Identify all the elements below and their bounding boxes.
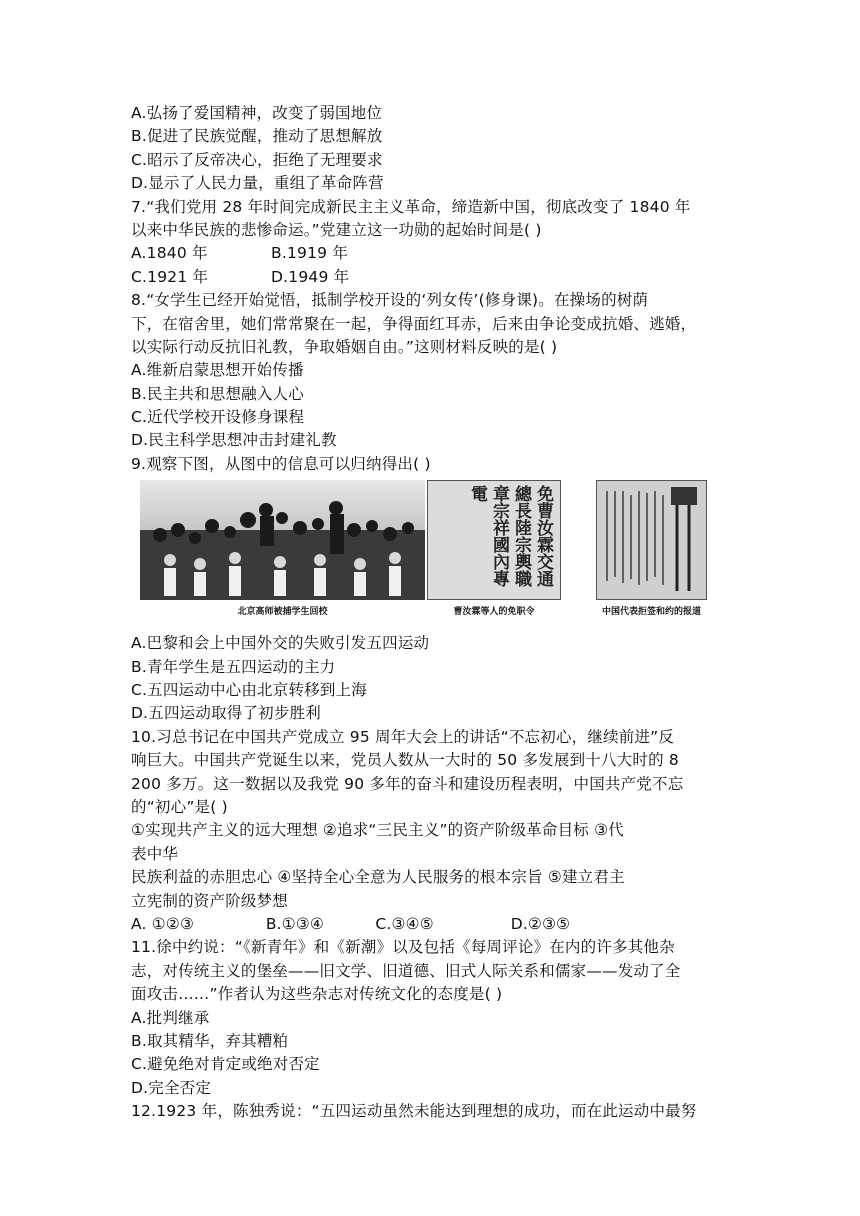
- q11-stem-line: 11.徐中约说：“《新青年》和《新潮》以及包括《每周评论》在内的许多其他杂: [131, 938, 675, 957]
- q10-stem-line: 的“初心”是( ): [131, 797, 228, 816]
- q8-option-d: D.民主科学思想冲击封建礼教: [131, 431, 337, 450]
- q11-option-d: D.完全否定: [131, 1078, 212, 1097]
- q10-stem-line: 立宪制的资产阶级梦想: [131, 891, 289, 910]
- q9-option-a: A.巴黎和会上中国外交的失败引发五四运动: [131, 634, 430, 653]
- q9-option-c: C.五四运动中心由北京转移到上海: [131, 681, 367, 700]
- q11-option-a: A.批判继承: [131, 1008, 210, 1027]
- question-9: [131, 453, 735, 726]
- newspaper-columns-illustration: [597, 481, 706, 599]
- caption-refusal-report: 中国代表拒签和约的报道: [601, 607, 701, 618]
- q8-stem-line: 以实际行动反抗旧礼教，争取婚姻自由。”这则材料反映的是( ): [131, 337, 558, 356]
- q6-option-c: C.昭示了反帝决心，拒绝了无理要求: [131, 150, 383, 169]
- q10-stem-line: ①实现共产主义的远大理想 ②追求“三民主义”的资产阶级革命目标 ③代: [131, 821, 624, 840]
- q6-option-d: D.显示了人民力量，重组了革命阵营: [131, 174, 384, 193]
- q11-stem-line: 志，对传统主义的堡垒——旧文学、旧道德、旧式人际关系和儒家——发动了全: [131, 961, 681, 980]
- students-return-photo: [140, 480, 425, 600]
- q7-option-c: C.1921 年: [131, 267, 209, 286]
- q7-options-row-1: [131, 242, 735, 265]
- question-7: [131, 196, 735, 290]
- q9-option-b: B.青年学生是五四运动的主力: [131, 657, 336, 676]
- q6-option-a: A.弘扬了爱国精神，改变了弱国地位: [131, 104, 383, 122]
- q7-option-d: D.1949 年: [271, 267, 350, 286]
- q8-option-b: B.民主共和思想融入人心: [131, 384, 304, 403]
- q7-options-row-2: [131, 266, 735, 289]
- question-8: [131, 289, 735, 453]
- q9-figures: [131, 480, 735, 632]
- q10-stem-line: 表中华: [131, 844, 179, 863]
- caption-dismissal-order: 曹汝霖等人的免职令: [453, 607, 535, 618]
- q7-stem-line: 以来中华民族的悲惨命运。”党建立这一功勋的起始时间是( ): [131, 220, 542, 239]
- q10-stem-line: 10.习总书记在中国共产党成立 95 周年大会上的讲话“不忘初心，继续前进”反: [131, 727, 675, 746]
- q10-stem-line: 200 多万。这一数据以及我党 90 多年的奋斗和建设历程表明，中国共产党不忘: [131, 774, 684, 793]
- question-11: [131, 936, 735, 1100]
- q8-option-c: C.近代学校开设修身课程: [131, 408, 305, 427]
- question-10: [131, 726, 735, 937]
- q10-stem-line: 民族利益的赤胆忠心 ④坚持全心全意为人民服务的根本宗旨 ⑤建立君主: [131, 868, 625, 887]
- q8-option-a: A.维新启蒙思想开始传播: [131, 361, 304, 380]
- exam-page: [131, 102, 735, 1123]
- q10-stem-line: 响巨大。中国共产党诞生以来，党员人数从一大时的 50 多发展到十八大时的 8: [131, 751, 679, 770]
- q8-stem-line: 下，在宿舍里，她们常常聚在一起，争得面红耳赤，后来由争论变成抗婚、逃婚，: [131, 314, 697, 333]
- q9-stem: 9.观察下图，从图中的信息可以归纳得出( ): [131, 454, 431, 473]
- caption-students-return: 北京高师被捕学生回校: [237, 607, 328, 618]
- q11-option-b: B.取其精华，弃其糟粕: [131, 1031, 289, 1050]
- q6-option-b: B.促进了民族觉醒，推动了思想解放: [131, 127, 383, 146]
- q11-stem-line: 面攻击……”作者认为这些杂志对传统文化的态度是( ): [131, 985, 503, 1004]
- refusal-report-image: [596, 480, 707, 600]
- question-12: [131, 1100, 735, 1123]
- q7-stem-line: 7.“我们党用 28 年时间完成新民主主义革命，缔造新中国，彻底改变了 1840 年: [131, 197, 691, 216]
- q12-stem-line: 12.1923 年，陈独秀说：“五四运动虽然未能达到理想的成功，而在此运动中最努: [131, 1102, 697, 1121]
- q8-stem-line: 8.“女学生已经开始觉悟，抵制学校开设的‘列女传’(修身课)。在操场的树荫: [131, 291, 649, 310]
- q10-options: A. ①②③ B.①③④ C.③④⑤ D.②③⑤: [131, 914, 571, 933]
- newspaper-vertical-text: 免曹汝霖交通總長陸宗輿職章宗祥國內專電: [467, 485, 553, 588]
- q6-options: [131, 102, 735, 196]
- q9-option-d: D.五四运动取得了初步胜利: [131, 704, 321, 723]
- q7-option-b: B.1919 年: [271, 244, 349, 263]
- q7-option-a: A.1840 年: [131, 244, 208, 263]
- crowd-photo-illustration: [140, 480, 425, 600]
- dismissal-order-image: [427, 480, 561, 600]
- q11-option-c: C.避免绝对肯定或绝对否定: [131, 1055, 320, 1074]
